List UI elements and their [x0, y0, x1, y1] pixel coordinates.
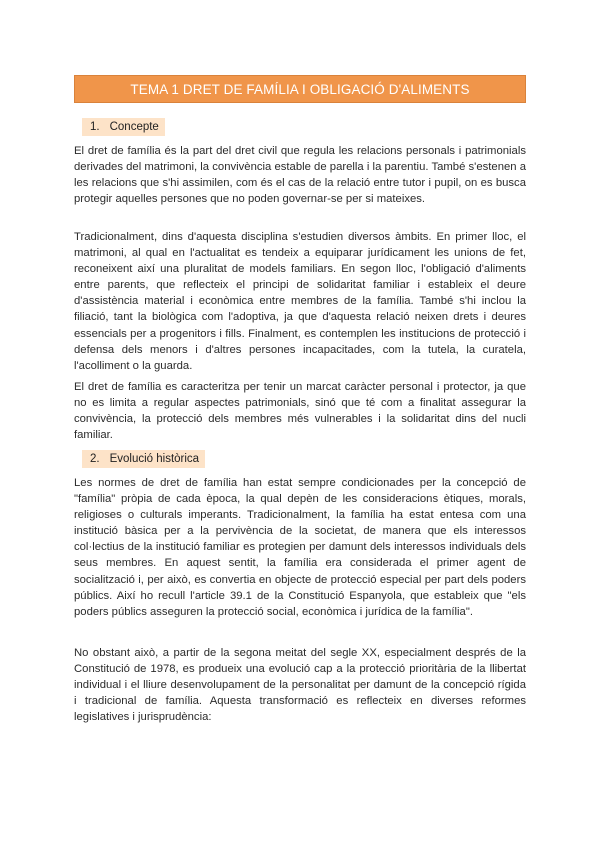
paragraph: No obstant això, a partir de la segona meitat del segle XX, especialment després de la Constitució de 1978, es produeix una evolució cap a la protecció prioritària de la llibertat individual i el lliure desenvolupament de la personalitat per damunt de la concepció rígida i tradicional de família. Aquesta transformació es reflecteix en diverses reformes legislatives i jurisprudència: [74, 647, 526, 724]
section-heading-2 [82, 450, 205, 468]
paragraph: El dret de família es caracteritza per tenir un marcat caràcter personal i protector, ja que no es limita a regular aspectes patrimonials, sinó que té com a finalitat assegurar la convivència, la protecció dels membres més vulnerables i la solidaritat dins del nucli familiar. [74, 381, 526, 442]
section-number: 2. [90, 453, 100, 465]
paragraph: Les normes de dret de família han estat sempre condicionades per la concepció de "família" pròpia de cada època, la qual depèn de les consideracions ètiques, morals, religioses o culturals imperants. Tradicionalment, la família ha estat entesa com una institució bàsica per a la pervivència de la societat, de manera que els interessos col·lectius de la institució familiar es protegien per damunt dels interessos individuals dels seus membres. En aquest sentit, la família era considerada el primer agent de socialització i, per això, es convertia en objecte de protecció especial per part dels poders públics. Així ho recull l'article 39.1 de la Constitució Espanyola, que estableix que "els poders públics asseguren la protecció social, econòmica i jurídica de la família". [74, 477, 526, 618]
section-title: Concepte [109, 121, 159, 133]
paragraph: El dret de família és la part del dret civil que regula les relacions personals i patrimonials derivades del matrimoni, la convivència estable de parella i la parentiu. També s'estenen a les relacions que s'hi assimilen, com és el cas de la relació entre tutor i pupil, on es busca protegir aquelles persones que no poden governar-se per si mateixes. [74, 145, 526, 206]
section-title: Evolució històrica [109, 453, 200, 465]
document-title: TEMA 1 DRET DE FAMÍLIA I OBLIGACIÓ D'ALIMENTS [74, 75, 526, 103]
section-heading-1 [82, 118, 165, 136]
section-number: 1. [90, 121, 100, 133]
paragraph: Tradicionalment, dins d'aquesta disciplina s'estudien diversos àmbits. En primer lloc, el matrimoni, al qual en l'actualitat es tendeix a equiparar jurídicament les unions de fet, reconeixent així una pluralitat de models familiars. En segon lloc, l'obligació d'aliments entre parents, que reflecteix el principi de solidaritat familiar i estableix el deure d'assistència material i econòmica entre membres de la família. També s'hi inclou la filiació, tant la biològica com l'adoptiva, ja que d'aquesta relació neixen drets i deures essencials per a progenitors i fills. Finalment, es contemplen les institucions de protecció i defensa dels menors i d'altres persones incapacitades, com la tutela, la curatela, l'acolliment o la guarda. [74, 231, 526, 372]
